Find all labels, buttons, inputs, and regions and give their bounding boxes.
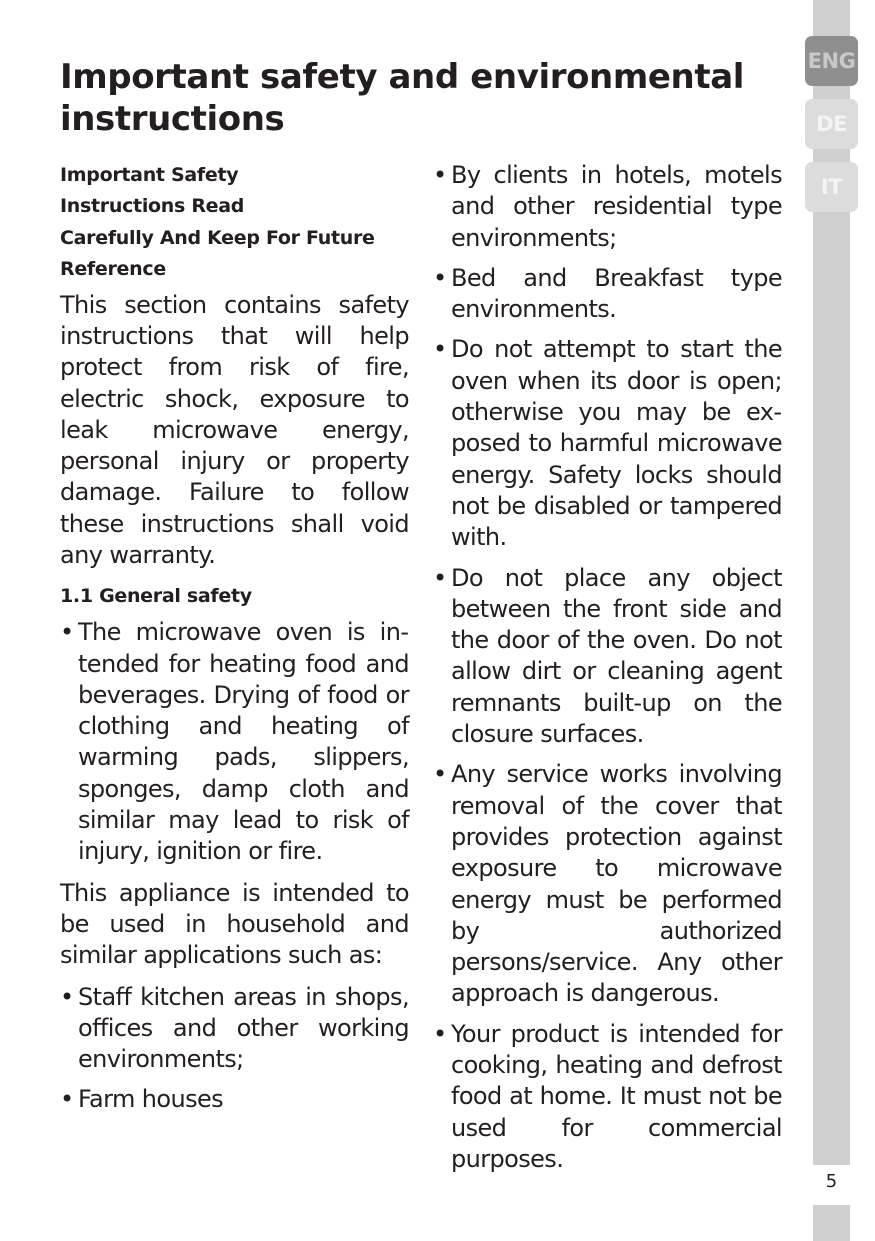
list-item xyxy=(60,982,409,1076)
bullet-icon: • xyxy=(60,618,74,647)
list-item xyxy=(433,160,782,254)
language-tab-eng[interactable]: ENG xyxy=(805,36,858,86)
page-number: 5 xyxy=(825,1171,838,1192)
appliance-intro-paragraph: This appliance is intended to be used in household and similar applications such as: xyxy=(60,878,409,970)
list-item xyxy=(60,617,409,867)
page-title: Important safety and environmental instructions xyxy=(60,57,744,139)
list-item xyxy=(433,1019,782,1175)
applications-list xyxy=(60,982,409,1116)
section-heading-general-safety: 1.1 General safety xyxy=(60,585,252,608)
safety-subheading xyxy=(60,160,409,286)
list-item xyxy=(433,563,782,751)
subheading-line: Carefully And Keep For Future xyxy=(60,226,375,249)
language-tab-it[interactable]: IT xyxy=(805,162,858,212)
general-safety-list xyxy=(60,617,409,867)
list-item-text: Any service works involving removal of the cover that provides protection against exposure to microwave energy must be performed by authorized persons/service. Any other approach is dangerous. xyxy=(451,760,782,1008)
bullet-icon: • xyxy=(433,335,447,364)
list-item-text: Bed and Breakfast type environments. xyxy=(451,263,782,324)
list-item-text: Do not attempt to start the oven when its door is open; otherwise you may be exposed to harmful microwave energy. Safety locks should not be disabled or tampered with. xyxy=(451,335,782,552)
list-item-text: Do not place any object between the front side and the door of the oven. Do not allow dirt or cleaning agent remnants built-up on the closure surfaces. xyxy=(451,563,782,749)
bullet-icon: • xyxy=(433,760,447,789)
bullet-icon: • xyxy=(433,563,447,592)
list-item-text: Your product is intended for cooking, heating and defrost food at home. It must not be used for commercial purposes. xyxy=(451,1019,782,1173)
bullet-icon: • xyxy=(433,1019,447,1048)
right-column xyxy=(433,160,782,1185)
bullet-icon: • xyxy=(433,263,447,292)
left-column xyxy=(60,160,409,1126)
list-item xyxy=(433,334,782,553)
bullet-icon: • xyxy=(60,982,74,1011)
language-tab-de[interactable]: DE xyxy=(805,99,858,149)
list-item-text: Farm houses xyxy=(78,1085,224,1114)
side-tab-bar-bottom xyxy=(813,1205,850,1241)
bullet-icon: • xyxy=(60,1085,74,1114)
list-item-text: Staff kitchen areas in shops, offices and other working environments; xyxy=(78,982,409,1074)
safety-bullets-list xyxy=(433,160,782,1175)
subheading-line: Instructions Read xyxy=(60,195,245,218)
list-item xyxy=(433,759,782,1009)
list-item-text: The microwave oven is intended for heating food and beverages. Drying of food or clothing and heating of warming pads, slippers, sponges, damp cloth and similar may lead to risk of injury, ignition or fire. xyxy=(78,618,409,866)
subheading-line: Important Safety xyxy=(60,164,239,186)
list-item xyxy=(433,263,782,326)
intro-paragraph: This section contains safety instructions that will help protect from risk of fire, electric shock, exposure to leak microwave energy, personal injury or property damage. Failure to follow these instructions shall void any warranty. xyxy=(60,290,409,569)
list-item xyxy=(60,1084,409,1115)
subheading-line: Reference xyxy=(60,258,166,281)
bullet-icon: • xyxy=(433,161,447,189)
list-item-text: By clients in hotels, motels and other residential type environments; xyxy=(451,161,782,252)
